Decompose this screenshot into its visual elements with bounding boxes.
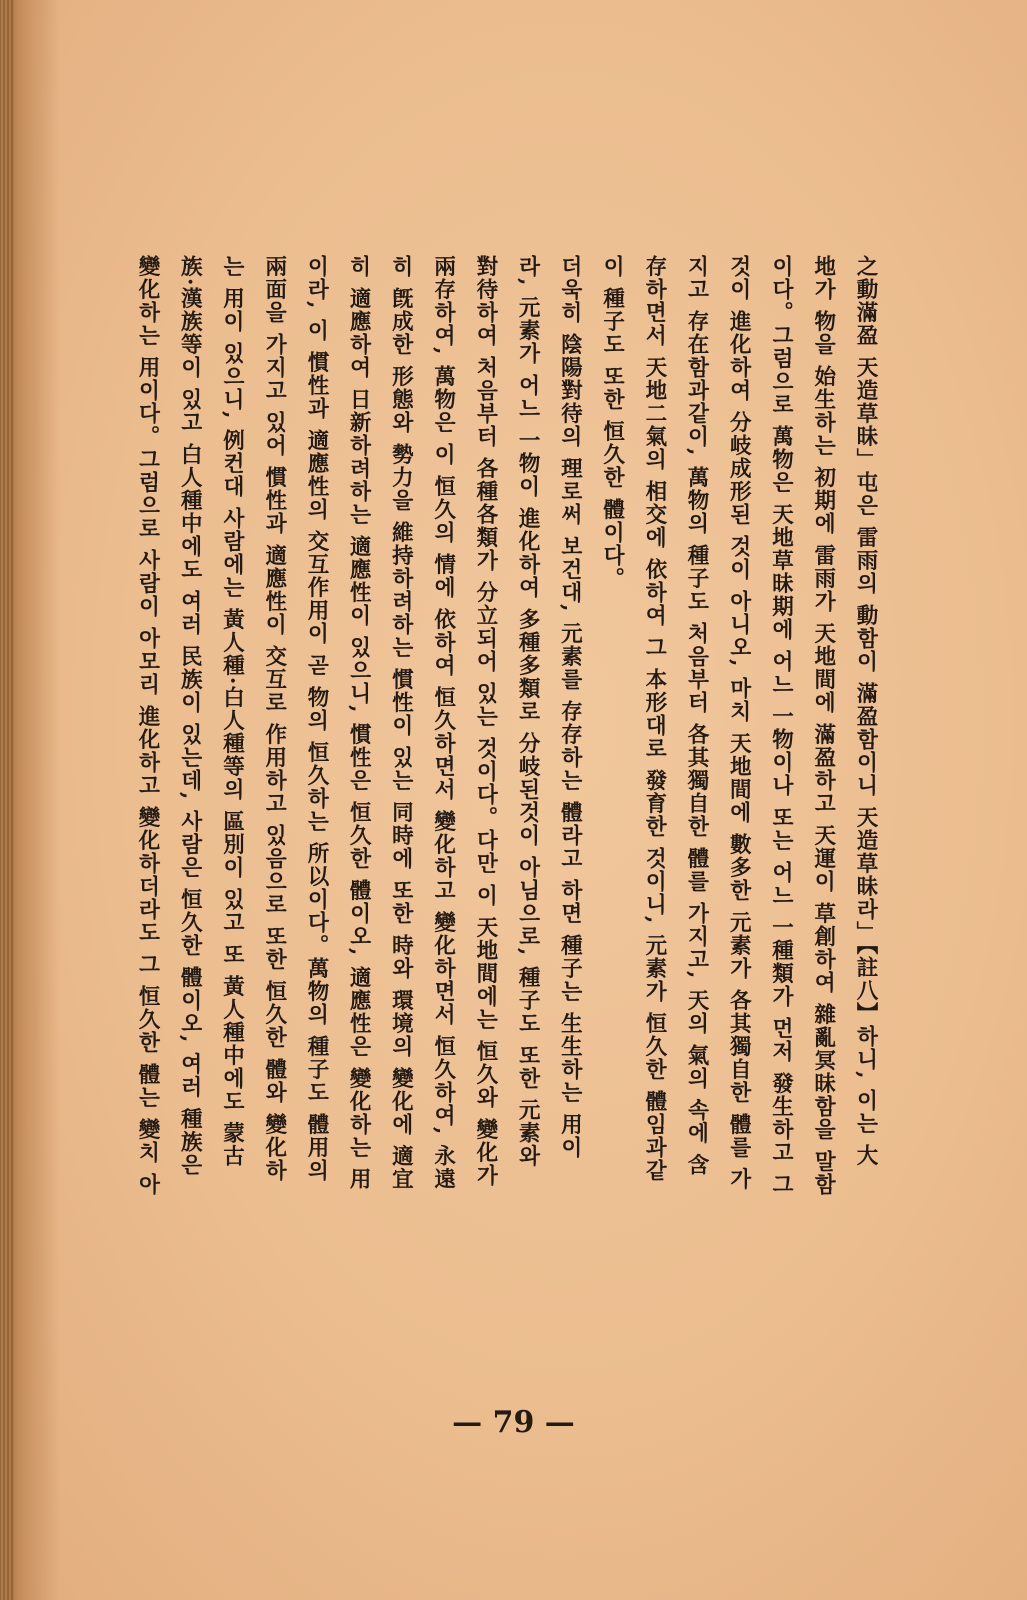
text-column-9: 라, 元素가 어느 一物이 進化하여 多種多類로 分岐된것이 아님으로, 種子도 또한 元素와 <box>515 255 541 1168</box>
vertical-text-block <box>126 255 886 1435</box>
page-number: — 79 — <box>452 1405 575 1440</box>
text-column-1: 之動滿盈 天造草昧」屯은 雷雨의 動함이 滿盈함이니 天造草昧라」【註八】하니, 이는 大 <box>852 255 878 1168</box>
text-column-15: 兩面을 가지고 있어 慣性과 適應性이 交互로 作用하고 있음으로 또한 恒久한 體와 變化하 <box>261 255 287 1182</box>
text-column-10: 對待하여 처음부터 各種各類가 分立되어 있는 것이다。다만 이 天地間에는 恒久와 變化가 <box>472 255 498 1187</box>
text-column-17: 族·漢族等이 있고 白人種中에도 여러 民族이 있는데, 사람은 恒久한 體이오, 여러 種族은 <box>177 255 203 1177</box>
text-column-7: 이 種子도 또한 恒久한 體이다。 <box>599 255 625 590</box>
text-column-2: 地가 物을 始生하는 初期에 雷雨가 天地間에 滿盈하고 天運이 草創하여 雜亂冥昧함을 말함 <box>810 255 836 1196</box>
text-column-5: 지고 存在함과같이, 萬物의 種子도 처음부터 各其獨自한 體를 가지고, 天의 氣의 속에 含 <box>684 255 710 1177</box>
text-column-13: 히 適應하여 日新하려하는 適應性이 있으니, 慣性은 恒久한 體이오, 適應性은 變化하는 用 <box>346 255 372 1191</box>
text-column-16: 는 用이 있으니, 例컨대 사람에는 黃人種·白人種等의 區別이 있고 또 黃人種中에도 蒙古 <box>219 255 245 1168</box>
text-column-11: 兩存하여, 萬物은 이 恒久의 情에 依하여 恒久하면서 變化하고 變化하면서 恒久하여, 永遠 <box>430 255 456 1191</box>
text-column-18: 變化하는 用이다。그럼으로 사람이 아모리 進化하고 變化하더라도 그 恒久한 體는 變치 아 <box>135 255 160 1196</box>
text-column-4: 것이 進化하여 分岐成形된 것이 아니오, 마치 天地間에 數多한 元素가 各其獨自한 體를 가 <box>726 255 752 1191</box>
text-column-12: 히 旣成한 形態와 勢力을 維持하려하는 慣性이 있는 同時에 또한 時와 環境의 變化에 適宜 <box>388 255 414 1191</box>
text-column-14: 이라, 이 慣性과 適應性의 交互作用이 곧 物의 恒久하는 所以이다。萬物의 種子도 體用의 <box>303 255 329 1182</box>
text-column-6: 存하면서 天地二氣의 相交에 依하여 그 本形대로 發育한 것이니, 元素가 恒久한 體임과같 <box>641 255 667 1182</box>
text-column-8: 더욱히 陰陽對待의 理로써 보건대, 元素를 存存하는 體라고 하면 種子는 生生하는 用이 <box>557 255 583 1159</box>
text-column-3: 이다。그럼으로 萬物은 天地草昧期에 어느 一物이나 또는 어느 一種類가 먼저 發生하고 그 <box>768 255 794 1196</box>
page-edges <box>0 0 14 1600</box>
